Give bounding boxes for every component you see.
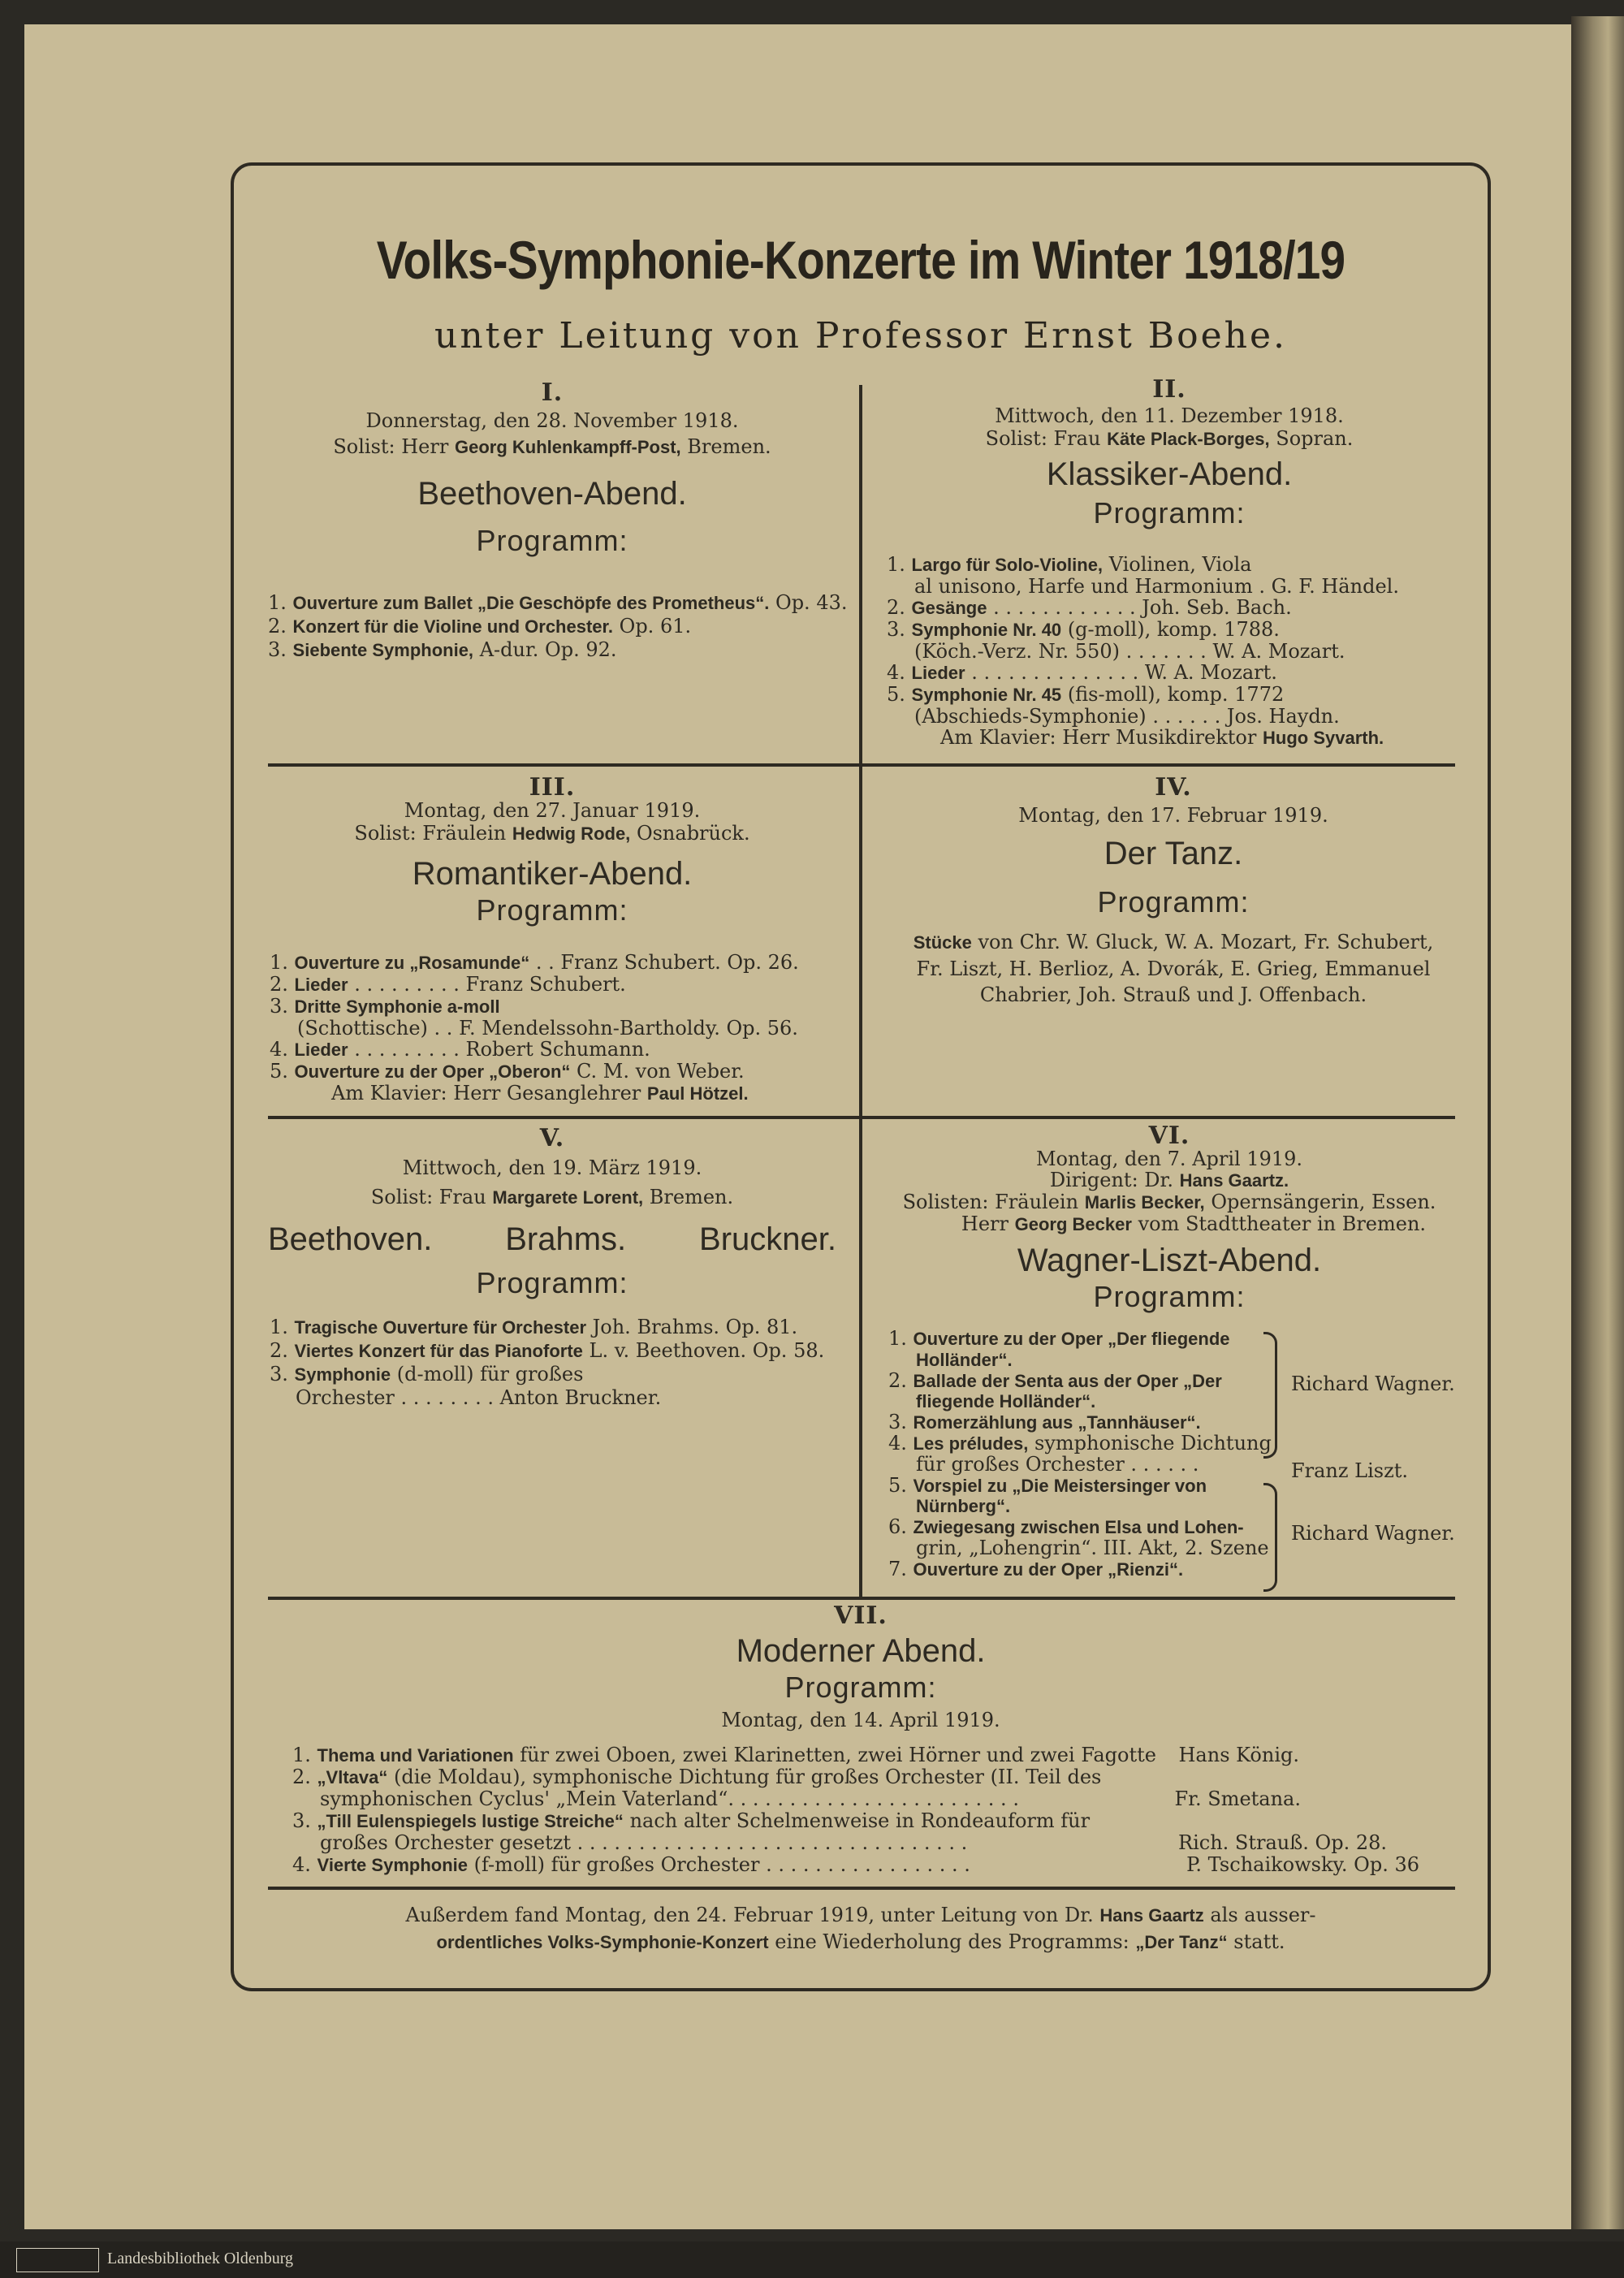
program-item	[270, 974, 854, 996]
item-number: 3.	[887, 618, 905, 641]
item-number: 2.	[268, 615, 287, 638]
program-item	[887, 597, 1455, 619]
item-work: fliegende Holländer“.	[916, 1391, 1096, 1412]
item-detail: A-dur. Op. 92.	[479, 638, 617, 661]
program-item	[888, 1329, 1473, 1350]
programm-heading: Programm:	[476, 524, 628, 557]
concert-theme: Romantiker-Abend.	[412, 856, 693, 892]
soloist-name: Margarete Lorent,	[492, 1187, 644, 1208]
program-item-cont	[887, 706, 1455, 727]
concert-1-program	[268, 591, 853, 662]
item-composer: W. A. Mozart.	[1212, 640, 1345, 663]
accompanist-label: Am Klavier: Herr Gesanglehrer	[331, 1082, 641, 1104]
item-detail: für großes Orchester . . . . . .	[916, 1452, 1199, 1476]
program-item	[270, 1363, 854, 1386]
composer-liszt: Franz Liszt.	[1291, 1459, 1409, 1482]
item-work: Viertes Konzert für das Pianoforte	[294, 1341, 583, 1361]
library-footer	[0, 2241, 1624, 2278]
item-detail: großes Orchester gesetzt . . . . . . . . . . . . . . . . . . . . . . . . . . . . . . . .	[320, 1831, 968, 1854]
program-item-cont	[887, 641, 1455, 662]
soloist-city: Bremen.	[687, 435, 771, 458]
theme-composer: Beethoven.	[268, 1221, 433, 1257]
soloist-name: Hedwig Rode,	[512, 823, 631, 844]
item-work: Ouverture zu der Oper „Rienzi“.	[913, 1558, 1184, 1580]
program-item-cont	[888, 1496, 1473, 1517]
item-composer: Joh. Brahms. Op. 81.	[592, 1316, 798, 1338]
program-item-cont	[292, 1788, 1445, 1810]
item-detail: nach alter Schelmenweise in Rondeauform für	[629, 1809, 1091, 1832]
leader-dots: . . . . . .	[1152, 705, 1221, 728]
pieces-line: Chabrier, Joh. Strauß und J. Offenbach.	[979, 983, 1367, 1006]
item-work: Gesänge	[911, 598, 987, 618]
item-work: „Till Eulenspiegels lustige Streiche“	[317, 1811, 624, 1831]
soloist-voice: Sopran.	[1276, 427, 1354, 450]
concert-soloist	[268, 435, 836, 459]
concert-7	[268, 1602, 1453, 1731]
item-work: Ouverture zu der Oper „Oberon“	[294, 1061, 571, 1082]
composer-wagner-2: Richard Wagner.	[1291, 1522, 1455, 1545]
theme-composer: Bruckner.	[699, 1221, 836, 1257]
soloist-label: Herr	[961, 1212, 1009, 1235]
concert-number: VI.	[1148, 1122, 1190, 1150]
concert-pieces	[869, 929, 1478, 1008]
item-number: 4.	[887, 661, 905, 684]
concert-2-program	[887, 554, 1455, 749]
item-work: Ouverture zum Ballet „Die Geschöpfe des Prometheus“.	[292, 593, 770, 613]
item-number: 3.	[268, 638, 287, 661]
item-work: Tragische Ouverture für Orchester	[294, 1317, 587, 1338]
item-number: 3.	[270, 1363, 288, 1385]
accompanist-name: Hugo Syvarth.	[1263, 728, 1384, 748]
concert-1	[268, 378, 836, 560]
item-composer: . . Franz Schubert. Op. 26.	[535, 951, 799, 974]
item-work: Ouverture zu der Oper „Der fliegende	[913, 1329, 1230, 1349]
item-composer: . . . . . . . . . Robert Schumann.	[354, 1038, 650, 1061]
item-composer: Hans König.	[1178, 1744, 1299, 1766]
soloist-city: Osnabrück.	[636, 822, 750, 845]
concert-soloist	[268, 822, 836, 845]
item-number: 1.	[270, 951, 288, 974]
concert-7-program	[292, 1744, 1445, 1876]
item-number: 1.	[888, 1327, 907, 1350]
pieces-line: Fr. Liszt, H. Berlioz, A. Dvorák, E. Grieg, Emmanuel	[916, 957, 1431, 980]
item-number: 6.	[888, 1515, 907, 1539]
program-item	[887, 554, 1455, 576]
soloist-city: Bremen.	[649, 1186, 734, 1208]
conductor-name: Hans Gaartz.	[1179, 1170, 1289, 1191]
concert-4	[869, 773, 1478, 1008]
pieces-label: Stücke	[913, 932, 972, 953]
item-number: 2.	[270, 1339, 288, 1362]
item-composer: Rich. Strauß. Op. 28.	[1178, 1831, 1387, 1854]
soloist-label: Solist: Herr	[333, 435, 449, 458]
note-program: „Der Tanz“	[1135, 1932, 1228, 1952]
item-work: Romerzählung aus „Tannhäuser“.	[913, 1412, 1201, 1433]
item-work: Vorspiel zu „Die Meistersinger von	[913, 1475, 1207, 1496]
item-composer: Fr. Smetana.	[1174, 1787, 1301, 1810]
item-work: Lieder	[294, 975, 348, 995]
concert-2	[869, 375, 1470, 532]
item-work: Les préludes,	[913, 1433, 1029, 1454]
pieces-line	[869, 929, 1478, 956]
concert-date: Montag, den 17. Februar 1919.	[1018, 804, 1328, 827]
item-composer: Jos. Haydn.	[1226, 705, 1340, 728]
program-item	[270, 1061, 854, 1083]
soloist-name: Marlis Becker,	[1084, 1192, 1205, 1212]
item-detail: für zwei Oboen, zwei Klarinetten, zwei Hörner und zwei Fagotte	[520, 1744, 1156, 1766]
concert-theme: Moderner Abend.	[736, 1633, 986, 1669]
note-text: Außerdem fand Montag, den 24. Februar 1919, unter Leitung von Dr.	[405, 1904, 1094, 1926]
concert-theme: Beethoven-Abend.	[417, 476, 687, 512]
item-composer: L. v. Beethoven. Op. 58.	[589, 1339, 825, 1362]
concert-number: IV.	[1155, 773, 1192, 802]
concert-number: II.	[1152, 375, 1186, 404]
soloist-role: Opernsängerin, Essen.	[1211, 1191, 1436, 1213]
program-item	[888, 1412, 1473, 1433]
concert-conductor	[869, 1169, 1470, 1191]
item-composer: P. Tschaikowsky. Op. 36	[1186, 1853, 1419, 1876]
concert-number: V.	[539, 1124, 565, 1152]
program-item	[270, 996, 854, 1018]
item-work: Vierte Symphonie	[317, 1855, 468, 1875]
program-item	[268, 638, 853, 662]
concert-number: I.	[541, 378, 564, 407]
program-item-cont	[270, 1018, 854, 1039]
item-detail: symphonische Dichtung	[1034, 1431, 1272, 1455]
programm-heading: Programm:	[1093, 1280, 1246, 1313]
concert-soloist	[869, 427, 1470, 451]
program-item	[292, 1854, 1445, 1876]
program-item-cont	[888, 1350, 1473, 1371]
item-number: 2.	[888, 1368, 907, 1392]
item-composer: W. A. Mozart.	[1144, 661, 1277, 684]
programm-heading: Programm:	[1093, 496, 1246, 530]
library-logo-icon	[16, 2248, 99, 2272]
program-item	[292, 1766, 1445, 1788]
item-composer: C. M. von Weber.	[577, 1060, 745, 1083]
concert-accompanist	[887, 727, 1455, 749]
item-composer: . . F. Mendelssohn-Bartholdy. Op. 56.	[434, 1017, 798, 1040]
item-detail: al unisono, Harfe und Harmonium	[914, 575, 1253, 598]
item-detail: Op. 43.	[775, 591, 848, 614]
note-conductor: Hans Gaartz	[1099, 1905, 1204, 1926]
concert-3	[268, 773, 836, 927]
soloist-name: Käte Plack-Borges,	[1107, 429, 1270, 449]
item-detail: (die Moldau), symphonische Dichtung für großes Orchester (II. Teil des	[394, 1766, 1102, 1788]
brace-wagner-2	[1263, 1483, 1277, 1592]
program-item-cont	[292, 1832, 1445, 1854]
leader-dots: . . . . . . . . . . . . . .	[971, 661, 1139, 684]
concert-theme: Der Tanz.	[1104, 836, 1243, 871]
item-number: 2.	[887, 596, 905, 619]
concert-3-program	[270, 952, 854, 1104]
item-detail: (g-moll), komp. 1788.	[1067, 618, 1280, 641]
item-work: Nürnberg“.	[916, 1496, 1011, 1517]
note-concert: ordentliches Volks-Symphonie-Konzert	[436, 1932, 769, 1952]
item-work: Ouverture zu „Rosamunde“	[294, 953, 530, 973]
programm-heading: Programm:	[1097, 885, 1250, 919]
divider-col-2	[859, 765, 862, 1117]
item-detail: (d-moll) für großes	[396, 1363, 584, 1385]
soloist-label: Solist: Frau	[985, 427, 1101, 450]
item-detail: Violinen, Viola	[1108, 553, 1252, 576]
item-number: 4.	[292, 1853, 311, 1876]
item-work: Dritte Symphonie a-moll	[294, 996, 500, 1017]
item-composer: Joh. Seb. Bach.	[1142, 596, 1292, 619]
item-number: 3.	[270, 995, 288, 1018]
programm-heading: Programm:	[476, 1266, 628, 1299]
conductor-label: Dirigent: Dr.	[1049, 1169, 1173, 1191]
item-number: 1.	[268, 591, 287, 614]
item-number: 3.	[292, 1809, 311, 1832]
divider-row-4	[268, 1887, 1455, 1890]
pieces-composers: von Chr. W. Gluck, W. A. Mozart, Fr. Schubert,	[978, 931, 1434, 953]
programm-heading: Programm:	[784, 1671, 937, 1704]
theme-composer: Brahms.	[505, 1221, 627, 1257]
concert-date: Montag, den 27. Januar 1919.	[404, 799, 701, 822]
accompanist-label: Am Klavier: Herr Musikdirektor	[940, 726, 1257, 749]
leader-dots: . . . . . . . . . . . .	[993, 596, 1136, 619]
item-detail: (fis-moll), komp. 1772	[1067, 683, 1285, 706]
program-item	[270, 1316, 854, 1339]
item-number: 5.	[270, 1060, 288, 1083]
soloist-name: Georg Becker	[1014, 1214, 1132, 1234]
item-work: „Vltava“	[317, 1767, 388, 1787]
concert-soloist	[268, 1186, 836, 1209]
page-subtitle: unter Leitung von Professor Ernst Boehe.	[434, 315, 1287, 357]
brace-wagner-1	[1263, 1332, 1277, 1459]
program-item	[270, 952, 854, 974]
program-item	[887, 619, 1455, 641]
programm-heading: Programm:	[476, 893, 628, 927]
item-work: Holländer“.	[916, 1349, 1013, 1370]
page-title: Volks-Symphonie-Konzerte im Winter 1918/19	[376, 230, 1345, 290]
item-work: Lieder	[911, 663, 965, 683]
concert-date: Mittwoch, den 11. Dezember 1918.	[995, 404, 1344, 427]
item-work: Thema und Variationen	[317, 1745, 514, 1766]
item-number: 2.	[270, 973, 288, 996]
item-number: 1.	[292, 1744, 311, 1766]
item-number: 7.	[888, 1557, 907, 1580]
concert-theme	[268, 1219, 836, 1260]
book-spine	[1571, 16, 1624, 2229]
concert-accompanist	[270, 1083, 854, 1104]
item-detail: Op. 61.	[619, 615, 692, 638]
program-item	[268, 615, 853, 638]
soloist-label: Solist: Frau	[370, 1186, 486, 1208]
item-work: Symphonie Nr. 40	[911, 620, 1062, 640]
program-item	[270, 1339, 854, 1363]
concert-6	[869, 1124, 1470, 1313]
item-number: 3.	[888, 1411, 907, 1434]
item-detail: (f-moll) für großes Orchester . . . . . . . . . . . . . . . . .	[473, 1853, 970, 1876]
program-item	[887, 662, 1455, 684]
item-number: 5.	[887, 683, 905, 706]
item-work: Symphonie	[294, 1364, 391, 1385]
item-composer: . G. F. Händel.	[1259, 575, 1399, 598]
soloist-label: Solisten: Fräulein	[902, 1191, 1079, 1213]
library-name: Landesbibliothek Oldenburg	[107, 2250, 294, 2267]
program-item	[888, 1433, 1473, 1455]
concert-soloist	[869, 1213, 1470, 1235]
item-work: Symphonie Nr. 45	[911, 685, 1062, 705]
item-detail: symphonischen Cyclus' „Mein Vaterland“. . . . . . . . . . . . . . . . . . . . . . . .	[320, 1787, 1019, 1810]
soloist-role: vom Stadttheater in Bremen.	[1138, 1212, 1427, 1235]
concert-date: Montag, den 7. April 1919.	[1035, 1148, 1303, 1170]
item-detail: (Abschieds-Symphonie)	[914, 705, 1147, 728]
program-item-cont: Orchester . . . . . . . . Anton Bruckner.	[296, 1386, 662, 1409]
item-work: Lieder	[294, 1040, 348, 1060]
concert-theme: Wagner-Liszt-Abend.	[1017, 1243, 1322, 1278]
item-composer: . . . . . . . . . Franz Schubert.	[354, 973, 626, 996]
item-number: 1.	[270, 1316, 288, 1338]
concert-soloist	[869, 1191, 1470, 1213]
soloist-name: Georg Kuhlenkampff-Post,	[454, 437, 681, 457]
note-line	[268, 1902, 1453, 1929]
divider-col-3	[859, 1117, 862, 1598]
item-number: 2.	[292, 1766, 311, 1788]
concert-date: Mittwoch, den 19. März 1919.	[402, 1156, 702, 1179]
concert-date: Montag, den 14. April 1919.	[721, 1709, 1000, 1731]
program-item	[888, 1559, 1473, 1580]
divider-col-1	[859, 385, 862, 765]
item-work: Largo für Solo-Violine,	[911, 555, 1104, 575]
leader-dots: . . . . . . .	[1125, 640, 1207, 663]
item-detail: (Köch.-Verz. Nr. 550)	[914, 640, 1120, 663]
soloist-label: Solist: Fräulein	[354, 822, 507, 845]
item-number: 4.	[270, 1038, 288, 1061]
composer-wagner-1: Richard Wagner.	[1291, 1372, 1455, 1395]
item-detail: grin, „Lohengrin“. III. Akt, 2. Szene	[916, 1536, 1269, 1559]
note-text: als ausser-	[1210, 1904, 1316, 1926]
concert-date: Donnerstag, den 28. November 1918.	[365, 409, 739, 432]
item-number: 1.	[887, 553, 905, 576]
item-detail: (Schottische)	[297, 1017, 428, 1040]
item-number: 5.	[888, 1473, 907, 1497]
note-text: eine Wiederholung des Programms:	[775, 1930, 1129, 1953]
concert-5-program	[270, 1316, 854, 1409]
item-work: Ballade der Senta aus der Oper „Der	[913, 1370, 1222, 1391]
accompanist-name: Paul Hötzel.	[646, 1083, 749, 1104]
concert-number: VII.	[834, 1602, 888, 1630]
item-number: 4.	[888, 1431, 907, 1455]
note-text: statt.	[1233, 1930, 1285, 1953]
program-item-cont	[887, 576, 1455, 597]
program-item	[268, 591, 853, 615]
program-item	[292, 1744, 1445, 1766]
concert-5	[268, 1124, 836, 1302]
item-work: Zwiegesang zwischen Elsa und Lohen-	[913, 1517, 1244, 1538]
program-item	[887, 684, 1455, 706]
closing-note	[268, 1902, 1453, 1956]
item-work: Konzert für die Violine und Orchester.	[292, 616, 613, 637]
concert-number: III.	[529, 773, 576, 802]
program-item	[292, 1810, 1445, 1832]
note-line	[268, 1929, 1453, 1956]
program-item	[270, 1039, 854, 1061]
item-work: Siebente Symphonie,	[292, 640, 474, 660]
concert-theme: Klassiker-Abend.	[1046, 456, 1293, 492]
